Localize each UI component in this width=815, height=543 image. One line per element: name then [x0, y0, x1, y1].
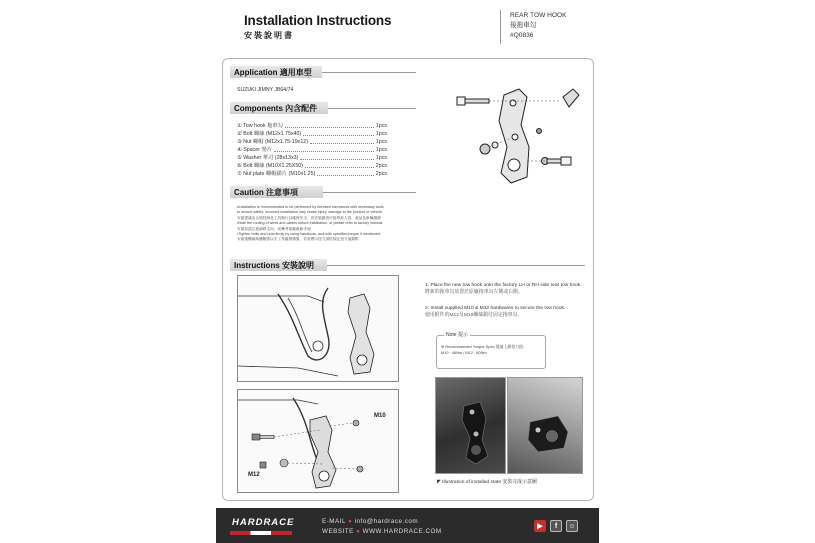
m10-label: M10: [374, 413, 386, 419]
product-info: [510, 11, 567, 41]
instructions-heading: Instructions 安裝說明: [230, 259, 327, 271]
header-divider: [500, 10, 501, 44]
logo-stripe: [230, 531, 292, 535]
list-item: ⑦ Nut plate 螺帽鎖片 (M10x1.25) 2pcs: [237, 171, 387, 177]
caution-heading: Caution 注意事項: [230, 186, 323, 198]
brand-logo: HARDRACE: [232, 517, 295, 528]
email-link[interactable]: info@hardrace.com: [354, 518, 419, 525]
product-name-zh: 後拖車勾: [510, 22, 537, 29]
pointer-icon: ◤: [437, 480, 441, 485]
section-rule: [322, 72, 416, 73]
washer: [492, 142, 498, 148]
contact-info: [322, 517, 442, 537]
note-title: Note 提示: [446, 332, 468, 338]
section-rule: [328, 108, 416, 109]
list-item: ⑥ Bolt 螺絲 (M10X1.25X50) 2pcs: [237, 163, 387, 169]
step-1: 1. Place the new tow hook onto the factory LH or RH side rear tow hook.: [425, 283, 582, 288]
nut: [480, 144, 490, 154]
list-item: ④ Spacer 墊片 1pcs: [237, 147, 387, 153]
step1-drawing: [238, 276, 398, 381]
list-item: ⑤ Washer 華司 (28x13x3) 1pcs: [237, 155, 387, 161]
youtube-icon[interactable]: ▶: [534, 520, 546, 532]
exploded-parts-diagram: [449, 77, 589, 195]
section-rule: [323, 192, 416, 193]
email-line: E-MAIL ● info@hardrace.com: [322, 518, 419, 525]
torque-spec: ※ Recommended Torque Spec 建議上鎖扭力值: M10 : 46Nm / M12 : 80Nm: [441, 344, 524, 355]
components-heading: Components 內含配件: [230, 102, 328, 114]
components-list: [237, 122, 387, 178]
instruction-sheet: [216, 0, 599, 543]
facebook-icon[interactable]: f: [550, 520, 562, 532]
website-line: WEBSITE ● WWW.HARDRACE.COM: [322, 528, 442, 535]
caution-notes: •Installation is recommended to be performed by licensed mechanics with necessary tools to ensure safety. Incorrect installation may cause injury, damage to the product or vehicle. 安裝建議由合格技師及工具執行以確保安全，若安裝錯誤可能導致人員、產品及車輛損傷 •Note the routing of wires and cables before installation, or please refer to factory manual. 安裝前請注意線路走向，或參考原廠維修手冊 •Tighten bolts and nuts firmly by using handtools, and with specified torque if mentioned. 安裝後螺絲與螺帽需以手工具確實鎖緊，若有標示扭力請依規定扭力值鎖附: [237, 205, 384, 242]
website-link[interactable]: WWW.HARDRACE.COM: [362, 528, 442, 535]
list-item: ① Tow hook 拖車勾 1pcs: [237, 123, 387, 129]
section-rule: [327, 265, 585, 266]
step1-diagram: [237, 275, 399, 382]
part-number: #Q0836: [510, 32, 534, 39]
vehicle-model: SUZUKI JIMNY JB64/74: [237, 87, 294, 93]
hook-eye: [508, 159, 520, 171]
product-name: REAR TOW HOOK: [510, 12, 567, 19]
step-1-zh: 將新的拖車勾放置於原廠拖車勾左側或右側。: [425, 289, 523, 295]
step2-drawing: [238, 390, 398, 492]
photo-caption: ◤ Illustration of installed state 安裝完成示意圖: [437, 480, 537, 485]
footer-bar: [216, 508, 599, 543]
wechat-icon[interactable]: ☺: [566, 520, 578, 532]
list-item: ② Bolt 螺絲 (M12x1.75x40) 1pcs: [237, 131, 387, 137]
step-2: 2. Install supplied M10 & M12 hardwares to secure the tow hook.: [425, 306, 566, 312]
spacer: [563, 89, 579, 107]
bolt-shaft: [465, 99, 489, 103]
page-title: Installation Instructions: [244, 13, 392, 28]
step-list: [425, 283, 585, 319]
step2-diagram: [237, 389, 399, 493]
installed-photo-2: [507, 377, 583, 474]
bolt-head: [457, 97, 465, 105]
step-2-zh: 使用附件的M12及M10螺絲鎖付固定拖車勾。: [425, 312, 523, 318]
content-panel: [222, 58, 594, 501]
page-title-zh: 安裝說明書: [244, 31, 294, 40]
application-heading: Application 適用車型: [230, 66, 322, 78]
m12-label: M12: [248, 472, 260, 478]
bolt-head: [561, 157, 571, 165]
installed-photo-1: [435, 377, 506, 474]
list-item: ③ Nut 螺帽 (M12x1.75-19x12) 1pcs: [237, 139, 387, 145]
